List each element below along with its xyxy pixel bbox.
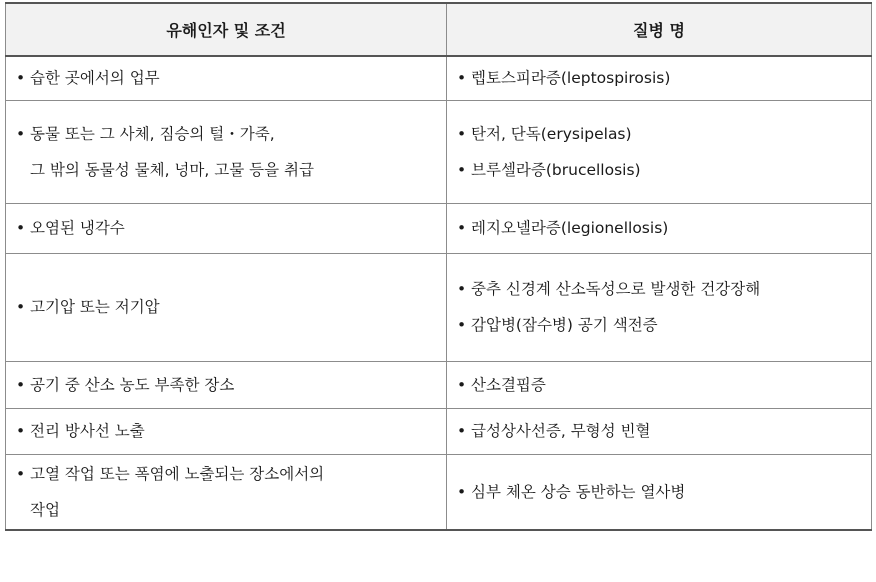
hazard-text: 습한 곳에서의 업무: [30, 69, 160, 88]
disease-cell: [447, 361, 872, 408]
table-row: [6, 454, 872, 530]
hazard-text: 고열 작업 또는 폭염에 노출되는 장소에서의: [30, 464, 325, 483]
disease-text: 감압병(잠수병) 공기 색전증: [471, 316, 658, 334]
disease-cell: [447, 454, 872, 530]
bullet-icon: •: [457, 219, 467, 237]
bullet-icon: •: [457, 280, 467, 298]
bullet-icon: •: [457, 422, 467, 440]
hazard-text: 그 밖의 동물성 물체, 넝마, 고물 등을 취급: [30, 160, 314, 179]
disease-cell: [447, 408, 872, 454]
disease-text: 렙토스피라증(leptospirosis): [471, 69, 671, 88]
bullet-icon: •: [457, 316, 467, 334]
header-disease: 질병 명: [447, 3, 872, 56]
header-hazard: 유해인자 및 조건: [6, 3, 447, 56]
table-row: [6, 408, 872, 454]
hazard-text: 고기압 또는 저기압: [30, 298, 160, 316]
hazard-text: 전리 방사선 노출: [30, 422, 145, 440]
hazard-cell: [6, 454, 447, 530]
disease-cell: [447, 253, 872, 361]
bullet-icon: •: [457, 482, 467, 501]
disease-text: 브루셀라증(brucellosis): [471, 160, 641, 179]
hazard-cell: [6, 56, 447, 100]
table-row: [6, 361, 872, 408]
bullet-icon: •: [16, 375, 26, 394]
bullet-icon: •: [457, 124, 467, 143]
bullet-icon: •: [457, 69, 467, 88]
bullet-icon: •: [16, 124, 26, 143]
hazard-cell: [6, 408, 447, 454]
bullet-icon: •: [457, 375, 467, 394]
table-row: [6, 253, 872, 361]
hazard-text: 공기 중 산소 농도 부족한 장소: [30, 375, 235, 394]
table-row: [6, 56, 872, 100]
hazard-text: 작업: [30, 500, 60, 519]
table-row: [6, 203, 872, 253]
bullet-icon: •: [16, 464, 26, 483]
disease-text: 레지오넬라증(legionellosis): [471, 219, 669, 237]
disease-text: 탄저, 단독(erysipelas): [471, 124, 632, 143]
bullet-icon: •: [16, 422, 26, 440]
header-row: [6, 3, 872, 56]
hazard-cell: [6, 361, 447, 408]
disease-text: 급성상사선증, 무형성 빈혈: [471, 422, 651, 440]
hazard-cell: [6, 203, 447, 253]
bullet-icon: •: [16, 219, 26, 237]
disease-cell: [447, 203, 872, 253]
table-row: [6, 100, 872, 203]
bullet-icon: •: [16, 69, 26, 88]
disease-text: 산소결핍증: [471, 375, 546, 394]
hazard-cell: [6, 253, 447, 361]
bullet-icon: •: [457, 160, 467, 179]
disease-cell: [447, 56, 872, 100]
hazard-cell: [6, 100, 447, 203]
disease-cell: [447, 100, 872, 203]
disease-text: 중추 신경계 산소독성으로 발생한 건강장해: [471, 280, 761, 298]
disease-text: 심부 체온 상승 동반하는 열사병: [471, 482, 686, 501]
hazard-text: 동물 또는 그 사체, 짐승의 털・가죽,: [30, 124, 275, 143]
hazard-disease-table: [5, 2, 872, 531]
bullet-icon: •: [16, 298, 26, 316]
hazard-text: 오염된 냉각수: [30, 219, 125, 237]
